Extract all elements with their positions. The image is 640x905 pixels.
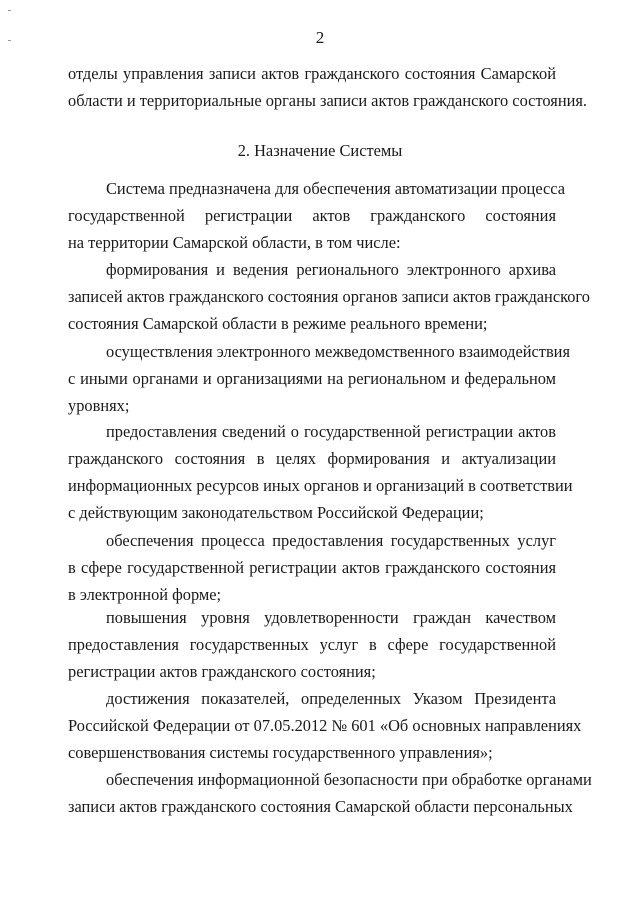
text-line: предоставления сведений о государственной регистрации актов [106,422,556,441]
intro-paragraph [68,60,588,114]
text-line: Система предназначена для обеспечения автоматизации процесса [106,179,566,198]
text-line: регистрации актов гражданского состояния; [68,662,376,681]
list-item-information [68,418,573,526]
section-heading: 2. Назначение Системы [237,141,403,160]
list-item-interaction [68,338,570,419]
text-line: информационных ресурсов иных органов и организаций в соответствии [68,476,573,495]
text-line: с иными органами и организациями на региональном и федеральном [68,369,556,388]
text-line: отделы управления записи актов гражданского состояния Самарской [68,64,556,83]
text-line: на территории Самарской области, в том числе: [68,233,401,252]
list-item-archive [68,256,590,337]
text-line: осуществления электронного межведомственного взаимодействия [106,342,570,361]
text-line: предоставления государственных услуг в сфере государственной [68,635,556,654]
text-line: записи актов гражданского состояния Самарской области персональных [68,797,573,816]
text-line: повышения уровня удовлетворенности граждан качеством [106,608,556,627]
text-line: достижения показателей, определенных Указом Президента [106,689,556,708]
text-line: уровнях; [68,396,130,415]
list-item-satisfaction [68,604,556,685]
text-line: в сфере государственной регистрации актов гражданского состояния [68,558,556,577]
text-line: совершенствования системы государственного управления»; [68,743,493,762]
text-line: государственной регистрации актов гражданского состояния [68,206,556,225]
text-line: гражданского состояния в целях формирования и актуализации [68,449,556,468]
text-line: обеспечения информационной безопасности при обработке органами [106,770,592,789]
list-item-indicators [68,685,582,766]
text-line: состояния Самарской области в режиме реального времени; [68,314,488,333]
page-number: 2 [315,28,325,47]
text-line: Российской Федерации от 07.05.2012 № 601 «Об основных направлениях [68,716,582,735]
purpose-paragraph [68,175,566,256]
list-item-security [68,766,592,820]
text-line: в электронной форме; [68,585,222,604]
text-line: области и территориальные органы записи актов гражданского состояния. [68,91,588,110]
text-line: с действующим законодательством Российской Федерации; [68,503,484,522]
text-line: записей актов гражданского состояния органов записи актов гражданского [68,287,590,306]
scan-margin-mark [8,10,11,11]
text-line: обеспечения процесса предоставления государственных услуг [106,531,556,550]
text-line: формирования и ведения регионального электронного архива [106,260,556,279]
list-item-services [68,527,556,608]
